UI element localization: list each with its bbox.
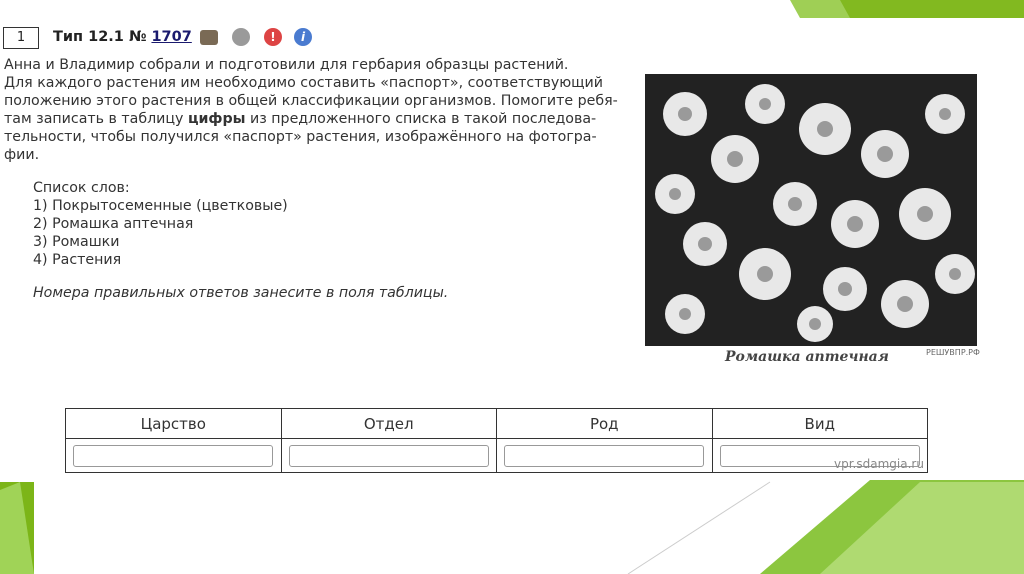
task-text-line-2: Для каждого растения им необходимо составить «паспорт», соответствующий [4, 75, 603, 91]
task-text-line-6: фии. [4, 147, 40, 163]
task-text-line-1: Анна и Владимир собрали и подготовили для гербария образцы растений. [4, 57, 569, 73]
header-genus: Род [497, 409, 713, 439]
header-division: Отдел [281, 409, 497, 439]
genus-input[interactable] [504, 445, 704, 467]
header-kingdom: Царство [66, 409, 282, 439]
task-number-box: 1 [3, 27, 39, 49]
table-header-row [66, 409, 928, 439]
photo-caption: Ромашка аптечная [725, 349, 889, 365]
header-species: Вид [712, 409, 928, 439]
task-text-line-5: тельности, чтобы получился «паспорт» растения, изображённого на фотогра- [4, 129, 597, 145]
briefcase-icon[interactable] [200, 30, 218, 45]
bold-word: цифры [187, 111, 246, 127]
task-text-line-3: положению этого растения в общей классификации организмов. Помогите ребя- [4, 93, 618, 109]
warning-icon[interactable]: ! [264, 28, 282, 46]
word-list-item: 4) Растения [33, 252, 122, 268]
word-list-item: 1) Покрытосеменные (цветковые) [33, 198, 288, 214]
task-text-line-4: там записать в таблицу цифры из предложенного списка в такой последова- [4, 111, 597, 127]
task-title [53, 29, 192, 45]
flower-illustration [645, 74, 977, 346]
task-type-label: Тип 12.1 № [53, 29, 147, 45]
word-list-title: Список слов: [33, 180, 130, 196]
division-input[interactable] [289, 445, 489, 467]
grey-circle-icon[interactable] [232, 28, 250, 46]
top-right-dark-bar [840, 0, 1024, 18]
photo-watermark: РЕШУВПР.РФ [926, 348, 980, 357]
word-list-item: 2) Ромашка аптечная [33, 216, 194, 232]
table-input-row [66, 439, 928, 473]
chamomile-photo [645, 74, 977, 346]
word-list-item: 3) Ромашки [33, 234, 120, 250]
kingdom-input[interactable] [73, 445, 273, 467]
site-watermark: vpr.sdamgia.ru [834, 457, 924, 471]
info-icon[interactable]: i [294, 28, 312, 46]
task-id-link[interactable]: 1707 [151, 29, 192, 45]
answer-table [65, 408, 928, 473]
decorative-thin-line [628, 482, 770, 574]
instruction-text: Номера правильных ответов занесите в поля таблицы. [33, 285, 449, 301]
